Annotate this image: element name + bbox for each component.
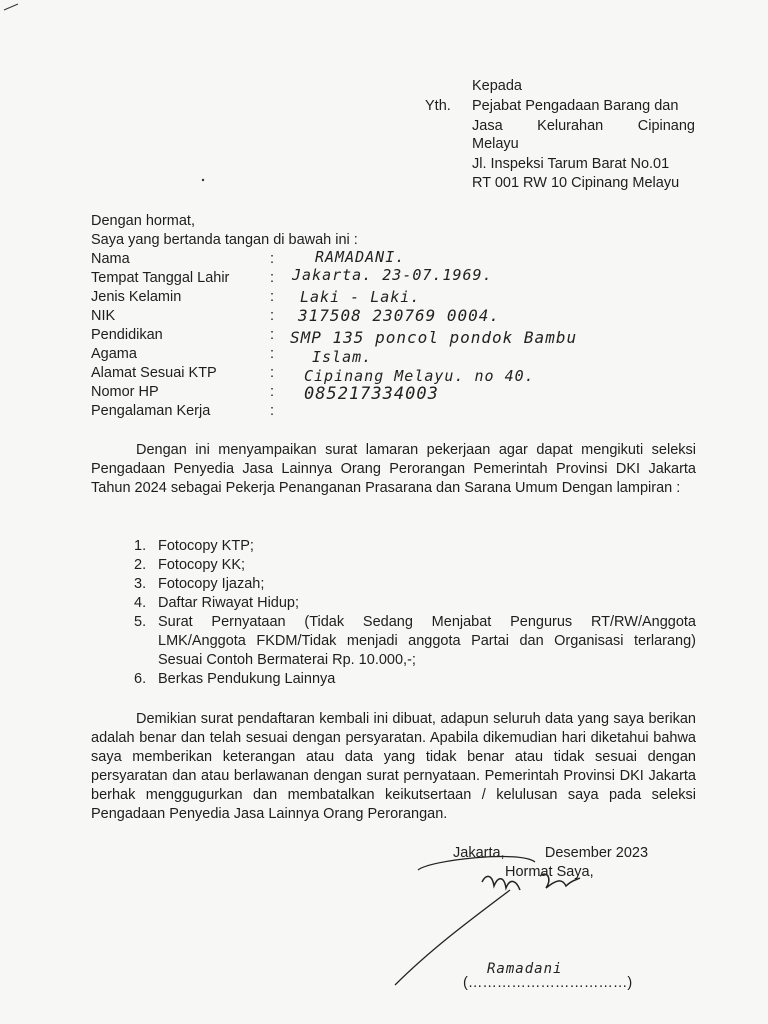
- field-label-nik: NIK: [91, 308, 116, 324]
- place-date: Jakarta, Desember 2023: [453, 845, 649, 861]
- field-value-nik: 317508 230769 0004.: [298, 306, 501, 325]
- field-value-alamat: Cipinang Melayu. no 40.: [304, 367, 535, 385]
- field-label-nomor-hp: Nomor HP: [91, 384, 159, 400]
- field-colon: :: [270, 384, 275, 400]
- field-value-ttl: Jakarta. 23-07.1969.: [292, 266, 493, 284]
- field-value-nomor-hp: 085217334003: [304, 384, 439, 404]
- field-value-agama: Islam.: [312, 348, 373, 366]
- list-item-number: 1.: [134, 538, 147, 554]
- greeting: Dengan hormat,: [91, 213, 195, 229]
- recipient-line-5: RT 001 RW 10 Cipinang Melayu: [472, 175, 680, 191]
- field-label-ttl: Tempat Tanggal Lahir: [91, 270, 230, 286]
- list-item: Fotocopy KTP;: [158, 538, 254, 554]
- field-label-jenis-kelamin: Jenis Kelamin: [91, 289, 182, 305]
- field-value-pendidikan: SMP 135 poncol pondok Bambu: [290, 328, 578, 347]
- list-item: Surat Pernyataan (Tidak Sedang Menjabat Pengurus RT/RW/Anggota LMK/Anggota FKDM/Tidak menjadi anggota Partai dan Organisasi terlarang) Sesuai Contoh Bermaterai Rp. 10.000,-;: [158, 614, 696, 668]
- signature-name: Ramadani: [487, 961, 563, 977]
- name-blank: (……………………………): [463, 975, 633, 991]
- list-item: Daftar Riwayat Hidup;: [158, 595, 300, 611]
- field-colon: :: [270, 289, 275, 305]
- paragraph-application: Dengan ini menyampaikan surat lamaran pekerjaan agar dapat mengikuti seleksi Pengadaan Penyedia Jasa Lainnya Orang Perorangan Pemerintah Provinsi DKI Jakarta Tahun 2024 sebagai Pekerja Penanganan Prasarana dan Sarana Umum Dengan lampiran :: [91, 442, 696, 496]
- list-item-number: 4.: [134, 595, 147, 611]
- field-colon: :: [270, 308, 275, 324]
- field-colon: :: [270, 270, 275, 286]
- field-value-jenis-kelamin: Laki - Laki.: [300, 288, 421, 306]
- field-label-alamat: Alamat Sesuai KTP: [91, 365, 217, 381]
- field-label-pendidikan: Pendidikan: [91, 327, 163, 343]
- field-label-nama: Nama: [91, 251, 130, 267]
- field-colon: :: [270, 403, 275, 419]
- list-item-number: 3.: [134, 576, 147, 592]
- list-item: Fotocopy Ijazah;: [158, 576, 265, 592]
- field-colon: :: [270, 327, 275, 343]
- paragraph-declaration: Demikian surat pendaftaran kembali ini dibuat, adapun seluruh data yang saya berikan adalah benar dan telah sesuai dengan persyaratan. Apabila dikemudian hari diketahui bahwa saya memberikan keterangan atau data yang tidak benar atau tidak sesuai dengan persyaratan dan atau berlawanan dengan surat pernyataan. Pemerintah Provinsi DKI Jakarta berhak menggugurkan dan membatalkan keikutsertaan / kelulusan saya pada seleksi Pengadaan Penyedia Jasa Lainnya Orang Perorangan.: [91, 711, 696, 822]
- list-item: Fotocopy KK;: [158, 557, 246, 573]
- recipient-line-4: Jl. Inspeksi Tarum Barat No.01: [472, 156, 670, 172]
- recipient-yth: Yth.: [425, 98, 451, 114]
- field-value-nama: RAMADANI.: [315, 248, 406, 266]
- recipient-line-3: Melayu: [472, 136, 519, 152]
- recipient-kepada: Kepada: [472, 78, 522, 94]
- list-item-number: 5.: [134, 614, 147, 630]
- field-label-agama: Agama: [91, 346, 137, 362]
- intro-text: Saya yang bertanda tangan di bawah ini :: [91, 232, 358, 248]
- list-item-number: 2.: [134, 557, 147, 573]
- recipient-line-1: Pejabat Pengadaan Barang dan: [472, 98, 679, 114]
- list-item-number: 6.: [134, 671, 147, 687]
- recipient-line-2: Jasa Kelurahan Cipinang: [472, 118, 695, 134]
- list-item: Berkas Pendukung Lainnya: [158, 671, 336, 687]
- closing-hormat: Hormat Saya,: [505, 864, 594, 880]
- field-label-pengalaman: Pengalaman Kerja: [91, 403, 211, 419]
- field-colon: :: [270, 365, 275, 381]
- field-colon: :: [270, 251, 275, 267]
- field-colon: :: [270, 346, 275, 362]
